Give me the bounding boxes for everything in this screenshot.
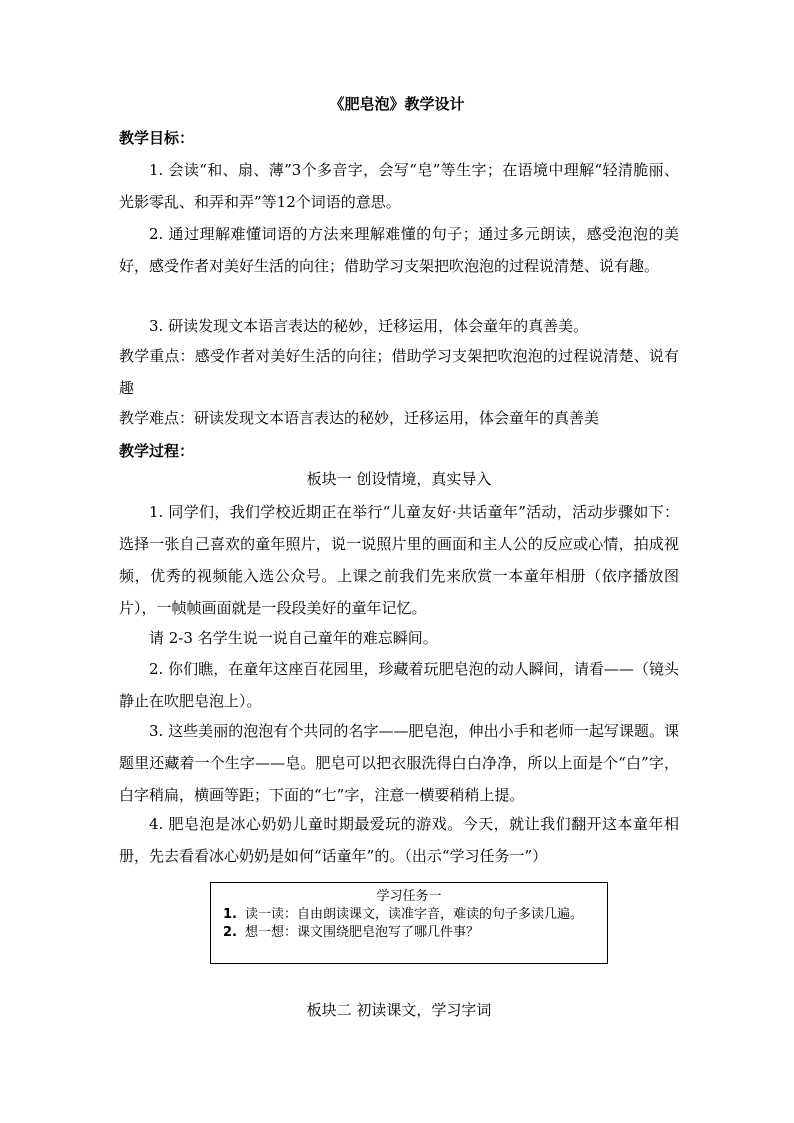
- objective-2: 2. 通过理解难懂词语的方法来理解难懂的句子；通过多元朗读，感受泡泡的美好，感受作者对美好生活的向往；借助学习支架把吹泡泡的过程说清楚、说有趣。: [119, 225, 679, 275]
- key-point: 教学重点：感受作者对美好生活的向往；借助学习支架把吹泡泡的过程说清楚、说有趣: [119, 347, 679, 397]
- objectives-heading: 教学目标：: [119, 129, 195, 147]
- task-box-title: 学习任务一: [376, 889, 442, 904]
- step-2: 2. 你们瞧，在童年这座百花园里，珍藏着玩肥皂泡的动人瞬间，请看——（镜头静止在吹肥皂泡上）。: [119, 660, 679, 710]
- section-2-title: 板块二 初读课文，学习字词: [306, 1001, 492, 1019]
- task-item-2-number: 2.: [223, 925, 237, 940]
- step-4: 4. 肥皂泡是冰心奶奶儿童时期最爱玩的游戏。今天，就让我们翻开这本童年相册，先去看看冰心奶奶是如何“话童年”的。（出示“学习任务一”）: [119, 815, 679, 865]
- section-1-title: 板块一 创设情境，真实导入: [306, 470, 492, 488]
- task-item-2: [211, 924, 607, 942]
- objective-1: 1. 会读“和、扇、薄”3个多音字，会写“皂”等生字；在语境中理解“轻清脆丽、光影零乱、和弄和弄”等12个词语的意思。: [119, 161, 679, 211]
- document-title: 《肥皂泡》教学设计: [329, 95, 465, 113]
- task-item-1: [211, 906, 607, 924]
- task-item-1-number: 1.: [223, 907, 237, 922]
- task-item-2-text: 想一想：课文围绕肥皂泡写了哪几件事？: [245, 925, 480, 940]
- step-1b: 请 2-3 名学生说一说自己童年的难忘瞬间。: [149, 629, 438, 647]
- learning-task-box: [210, 882, 608, 964]
- difficulty: 教学难点：研读发现文本语言表达的秘妙，迁移运用，体会童年的真善美: [119, 409, 600, 427]
- step-1: 1. 同学们，我们学校近期正在举行“儿童友好·共话童年”活动，活动步骤如下：选择一张自己喜欢的童年照片，说一说照片里的画面和主人公的反应或心情，拍成视频，优秀的视频能入选公众号。上课之前我们先来欣赏一本童年相册（依序播放图片），一帧帧画面就是一段段美好的童年记忆。: [119, 503, 679, 617]
- process-heading: 教学过程：: [119, 442, 195, 460]
- objective-3: 3. 研读发现文本语言表达的秘妙，迁移运用，体会童年的真善美。: [149, 317, 589, 335]
- task-item-1-text: 读一读：自由朗读课文，读准字音，难读的句子多读几遍。: [245, 907, 584, 922]
- step-3: 3. 这些美丽的泡泡有个共同的名字——肥皂泡，伸出小手和老师一起写课题。课题里还藏着一个生字——皂。肥皂可以把衣服洗得白白净净，所以上面是个“白”字，白字稍扁，横画等距；下面的“七”字，注意一横要稍稍上提。: [119, 722, 679, 804]
